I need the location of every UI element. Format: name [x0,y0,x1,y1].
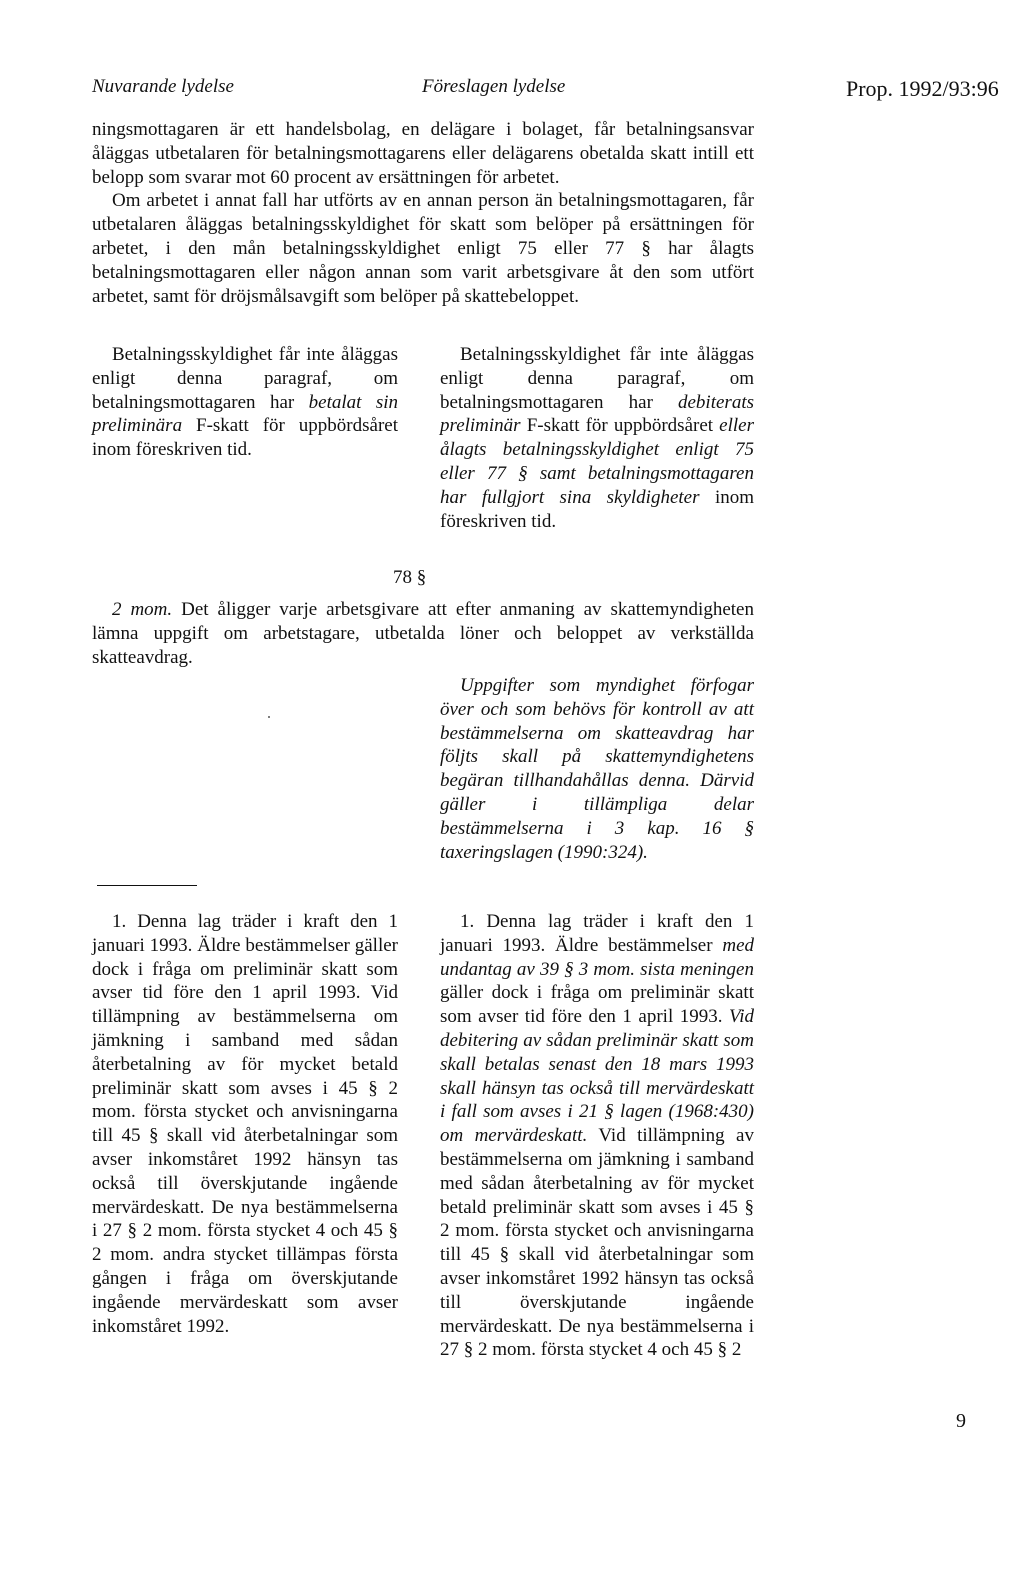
transitional-proposed-e: Vid tillämpning av bestämmelserna om jämkning i samband med sådan återbetalning av för mycket betald preliminär skatt som avses i 45 § 2 mom. första stycket och anvisningarna till 45 § skall vid återbetalningar som avser inkomståret 1992 hänsyn tas också till överskjutande ingående mervärdeskatt. De nya bestämmelserna i 27 § 2 mom. första stycket 4 och 45 § 2 [440,1125,754,1361]
para3-proposed [440,343,754,533]
para3-current-a: Betalningsskyldighet får inte åläggas enligt denna paragraf, om betalningsmottagaren har [92,344,398,413]
stray-dot [268,716,270,718]
top-paragraph-2: Om arbetet i annat fall har utförts av en annan person än betalningsmottagaren, får utbetalaren åläggas betalningsskyldighet för skatt som belöper på ersättningen för arbetet, i den mån betalningsskyldighet enligt 75 eller 77 § har ålagts betalningsmottagaren eller någon annan som varit arbetsgivare åt den som utfört arbetet, samt för dröjsmålsavgift som belöper på skattebeloppet. [92,190,754,307]
proposition-number: Prop. 1992/93:96 [846,76,999,101]
transitional-proposed [440,910,754,1362]
transitional-proposed-d: Vid debitering av sådan preliminär skatt som skall betalas senast den 18 mars 1993 skall hänsyn tas också till mervärdeskatt i fall som avses i 21 § lagen (1968:430) om mervärdeskatt. [440,1006,754,1147]
added-text: Uppgifter som myndighet förfogar över och som behövs för kontroll av att bestämmelserna om skatteavdrag har följts skall på skattemyndighetens begäran tillhandahållas denna. Därvid gäller i tillämpliga delar bestämmelserna i 3 kap. 16 § taxeringslagen (1990:324). [440,675,754,863]
section-78-mom2 [92,598,754,669]
para3-current [92,343,398,462]
para3-proposed-b: debiterats preliminär [440,391,754,437]
transitional-proposed-b: med undantag av 39 § 3 mom. sista meningen [440,934,754,980]
top-paragraph-1: ningsmottagaren är ett handelsbolag, en delägare i bolaget, får betalningsansvar åläggas utbetalaren för betalningsmottagarens eller delägarens obetalda skatt intill ett belopp som svarar mot 60 procent av ersättningen för arbetet. [92,119,754,188]
para3-proposed-e: inom föreskriven tid. [440,486,755,532]
para3-proposed-c: F-skatt för uppbördsåret [520,415,720,437]
top-text-block [92,118,754,308]
section-78-added [440,674,754,864]
separator-rule [97,885,197,886]
transitional-proposed-a: 1. Denna lag träder i kraft den 1 januari 1993. Äldre bestämmelser [440,911,754,956]
para3-proposed-a: Betalningsskyldighet får inte åläggas enligt denna paragraf, om betalningsmottagaren har [440,344,754,413]
mom-text: Det åligger varje arbetsgivare att efter anmaning av skattemyndigheten lämna uppgift om arbetstagare, utbetalda löner och beloppet av verkställda skatteavdrag. [92,599,754,668]
transitional-current [92,910,398,1338]
para3-proposed-d: eller ålagts betalningsskyldighet enligt 75 eller 77 § samt betalningsmottagaren har fullgjort sina skyldigheter [440,415,754,508]
header-proposed-wording: Föreslagen lydelse [422,76,566,97]
mom-label: 2 mom. [112,599,173,620]
transitional-current-text: 1. Denna lag träder i kraft den 1 januari 1993. Äldre bestämmelser gäller dock i fråga om preliminär skatt som avser tid före den 1 april 1993. Vid tillämpning av bestämmelserna om jämkning i samband med sådan återbetalning av för mycket betald preliminär skatt som avses i 45 § 2 mom. första stycket och anvisningarna till 45 § skall vid återbetalningar som avser inkomståret 1992 hänsyn tas också till överskjutande ingående mervärdeskatt. De nya bestämmelserna i 27 § 2 mom. första stycket 4 och 45 § 2 mom. andra stycket tillämpas första gången i fråga om överskjutande ingående mervärdeskatt som avser inkomståret 1992. [92,911,398,1337]
section-78-heading: 78 § [393,567,427,588]
para3-current-c: F-skatt för uppbördsåret inom föreskriven tid. [92,415,398,461]
page-number: 9 [956,1410,966,1432]
transitional-proposed-c: gäller dock i fråga om preliminär skatt som avser tid före den 1 april 1993. [440,982,754,1028]
para3-current-b: betalat sin preliminära [92,391,398,437]
header-current-wording: Nuvarande lydelse [92,76,234,97]
